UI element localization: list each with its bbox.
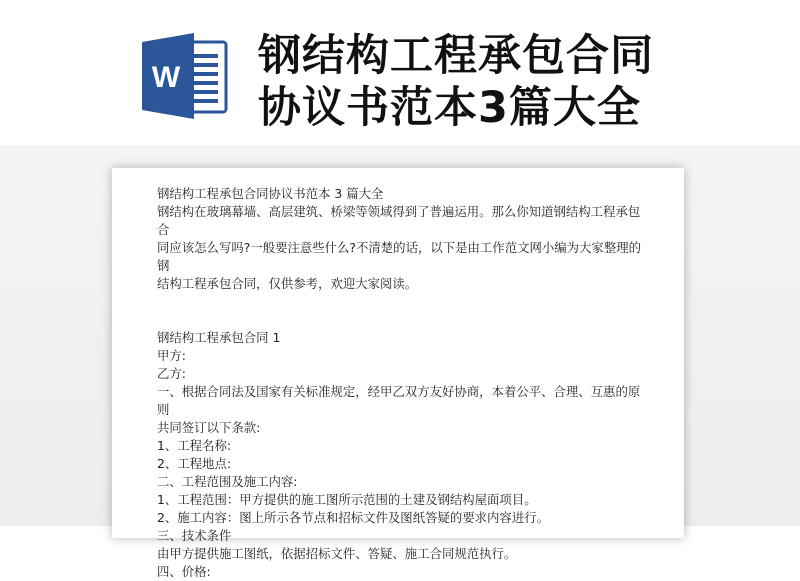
document-body — [157, 185, 649, 581]
intro-line: 钢结构在玻璃幕墙、高层建筑、桥梁等领域得到了普遍运用。那么你知道钢结构工程承包合 — [157, 204, 641, 237]
title-line-2: 协议书范本3篇大全 — [258, 83, 641, 133]
clause-line: 一、根据合同法及国家有关标准规定，经甲乙双方友好协商，本着公平、合理、互惠的原则 — [157, 384, 641, 417]
clause-line: 2、工程地点: — [157, 456, 232, 471]
clause-line: 1、工程范围：甲方提供的施工图所示范围的土建及钢结构屋面项目。 — [157, 492, 537, 507]
clause-line: 三、技术条件 — [157, 528, 232, 543]
party-a-line: 甲方: — [157, 348, 186, 363]
clause-line: 由甲方提供施工图纸，依据招标文件、答疑、施工合同规范执行。 — [157, 546, 517, 561]
title-line-1: 钢结构工程承包合同 — [258, 31, 654, 81]
page-title — [258, 30, 778, 134]
clause-line: 四、价格: — [157, 564, 211, 579]
word-document-icon — [140, 30, 230, 122]
intro-line: 同应该怎么写吗?一般要注意些什么?不清楚的话，以下是由工作范文网小编为大家整理的钢 — [157, 240, 641, 273]
banner-header — [0, 0, 800, 145]
intro-line: 结构工程承包合同，仅供参考，欢迎大家阅读。 — [157, 276, 418, 291]
word-icon-letter: W — [151, 61, 181, 94]
clause-line: 1、工程名称: — [157, 438, 232, 453]
party-b-line: 乙方: — [157, 366, 186, 381]
clause-line: 2、施工内容：图上所示各节点和招标文件及图纸答疑的要求内容进行。 — [157, 510, 549, 525]
document-heading: 钢结构工程承包合同协议书范本 3 篇大全 — [157, 186, 384, 201]
section-title: 钢结构工程承包合同 1 — [157, 330, 281, 345]
document-page — [112, 168, 684, 579]
paragraph-gap — [157, 293, 649, 329]
clause-line: 二、工程范围及施工内容: — [157, 474, 298, 489]
clause-line: 共同签订以下条款: — [157, 420, 261, 435]
